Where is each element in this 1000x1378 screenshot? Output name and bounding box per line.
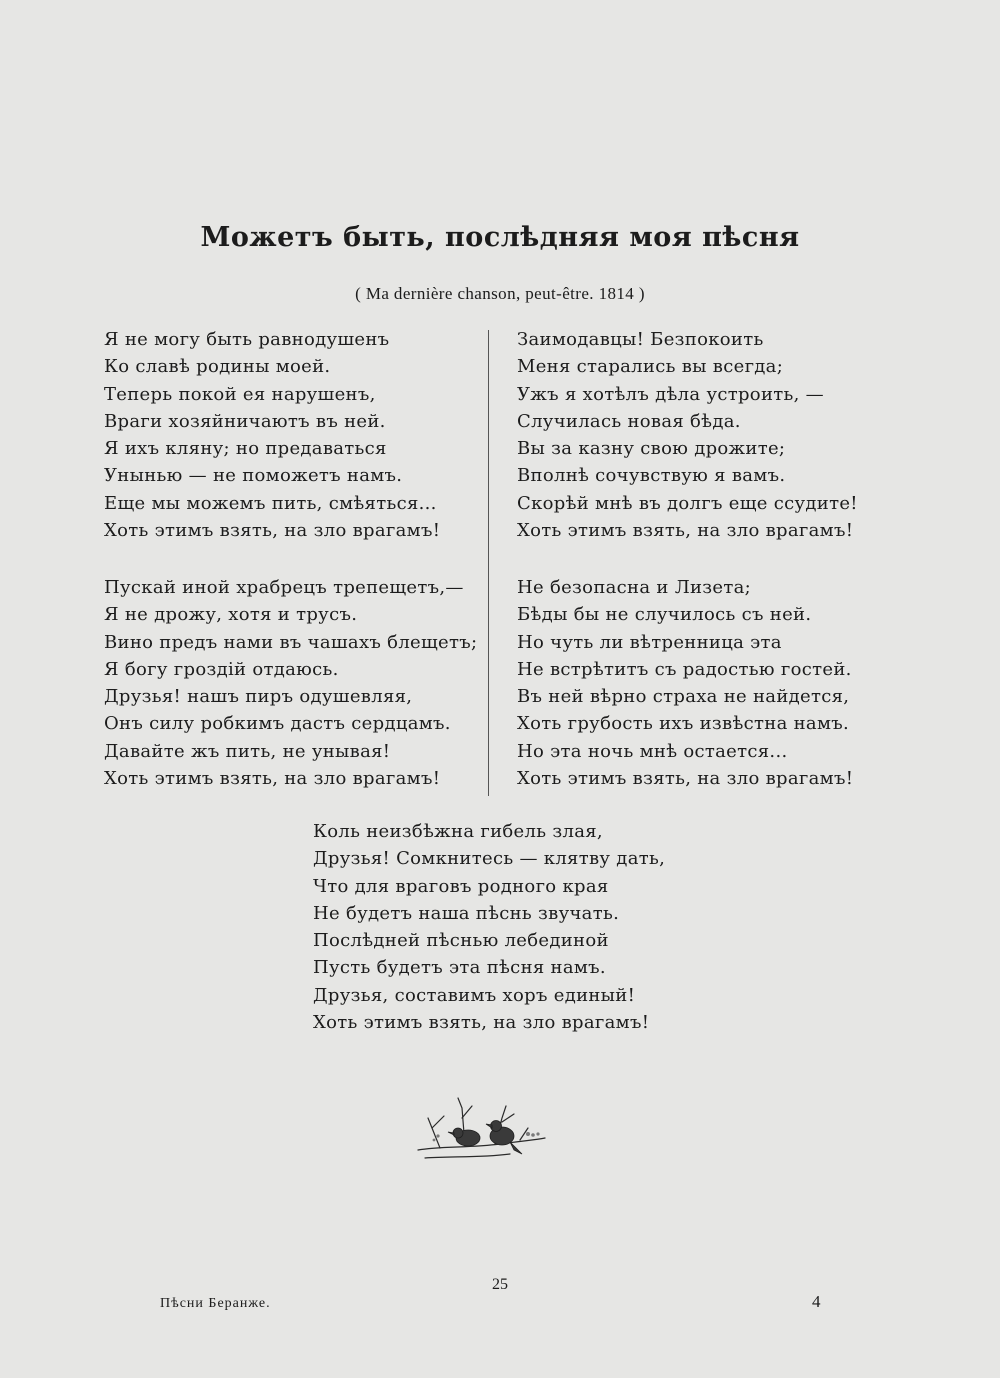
verse-line: Я не дрожу, хотя и трусъ. (104, 604, 358, 626)
verse-line: Теперь покой ея нарушенъ, (104, 383, 376, 405)
verse-line: Хоть этимъ взять, на зло врагамъ! (517, 520, 854, 542)
verse-line: Еще мы можемъ пить, смѣяться... (104, 492, 437, 514)
stanza-1 (104, 326, 440, 544)
signature-mark: 4 (812, 1292, 821, 1311)
verse-line: Не безопасна и Лизета; (517, 577, 752, 598)
verse-line: Давайте жъ пить, не унывая! (104, 740, 391, 762)
verse-line: Не встрѣтитъ съ радостью гостей. (517, 658, 852, 680)
verse-line: Скорѣй мнѣ въ долгъ еще ссудите! (517, 492, 858, 514)
stanza-2 (104, 574, 477, 792)
verse-line: Унынью — не поможетъ намъ. (104, 465, 403, 487)
verse-line: Я ихъ кляну; но предаваться (104, 438, 387, 460)
verse-line: Меня старались вы всегда; (517, 356, 784, 378)
verse-line: Друзья! нашъ пиръ одушевляя, (104, 686, 413, 708)
verse-line: Но чуть ли вѣтренница эта (517, 631, 782, 653)
verse-line: Враги хозяйничаютъ въ ней. (104, 410, 386, 432)
verse-line: Вы за казну свою дрожите; (517, 438, 786, 460)
poem-title: Можетъ быть, послѣдняя моя пѣсня (200, 222, 800, 253)
verse-line: Вино предъ нами въ чашахъ блещетъ; (104, 631, 478, 653)
verse-line: Коль неизбѣжна гибель злая, (313, 821, 603, 842)
stanza-3 (517, 326, 858, 544)
verse-line: Послѣдней пѣснью лебединой (313, 930, 609, 952)
column-divider (488, 330, 489, 796)
stanza-4 (517, 574, 853, 792)
verse-line: Хоть этимъ взять, на зло врагамъ! (517, 768, 854, 790)
verse-line: Онъ силу робкимъ дастъ сердцамъ. (104, 713, 451, 735)
verse-line: Что для враговъ родного края (313, 875, 609, 897)
book-title-footer: Пѣсни Беранже. (160, 1296, 271, 1311)
verse-line: Пусть будетъ эта пѣсня намъ. (313, 957, 606, 979)
verse-line: Ко славѣ родины моей. (104, 356, 331, 378)
verse-line: Я не могу быть равнодушенъ (104, 329, 390, 350)
verse-line: Не будетъ наша пѣснь звучать. (313, 902, 620, 924)
poem-subtitle: ( Ma dernière chanson, peut-être. 1814 ) (355, 284, 645, 303)
stanza-5 (313, 818, 665, 1036)
verse-line: Пускай иной храбрецъ трепещетъ,— (104, 577, 464, 598)
verse-line: Хоть этимъ взять, на зло врагамъ! (313, 1012, 650, 1034)
verse-line: Заимодавцы! Безпокоить (517, 329, 764, 350)
verse-line: Хоть этимъ взять, на зло врагамъ! (104, 768, 441, 790)
verse-line: Хоть этимъ взять, на зло врагамъ! (104, 520, 441, 542)
verse-line: Я богу гроздій отдаюсь. (104, 658, 339, 680)
verse-line: Друзья! Сомкнитесь — клятву дать, (313, 848, 666, 870)
verse-line: Бѣды бы не случилось съ ней. (517, 604, 812, 626)
verse-line: Случилась новая бѣда. (517, 410, 741, 432)
verse-line: Ужъ я хотѣлъ дѣла устроить, — (517, 383, 824, 405)
verse-line: Въ ней вѣрно страха не найдется, (517, 686, 850, 708)
birds-on-branch-icon (410, 1088, 550, 1178)
verse-line: Но эта ночь мнѣ остается... (517, 740, 788, 762)
verse-line: Друзья, составимъ хоръ единый! (313, 984, 636, 1006)
page-number: 25 (492, 1276, 508, 1293)
verse-line: Хоть грубость ихъ извѣстна намъ. (517, 713, 850, 735)
verse-line: Вполнѣ сочувствую я вамъ. (517, 465, 786, 487)
